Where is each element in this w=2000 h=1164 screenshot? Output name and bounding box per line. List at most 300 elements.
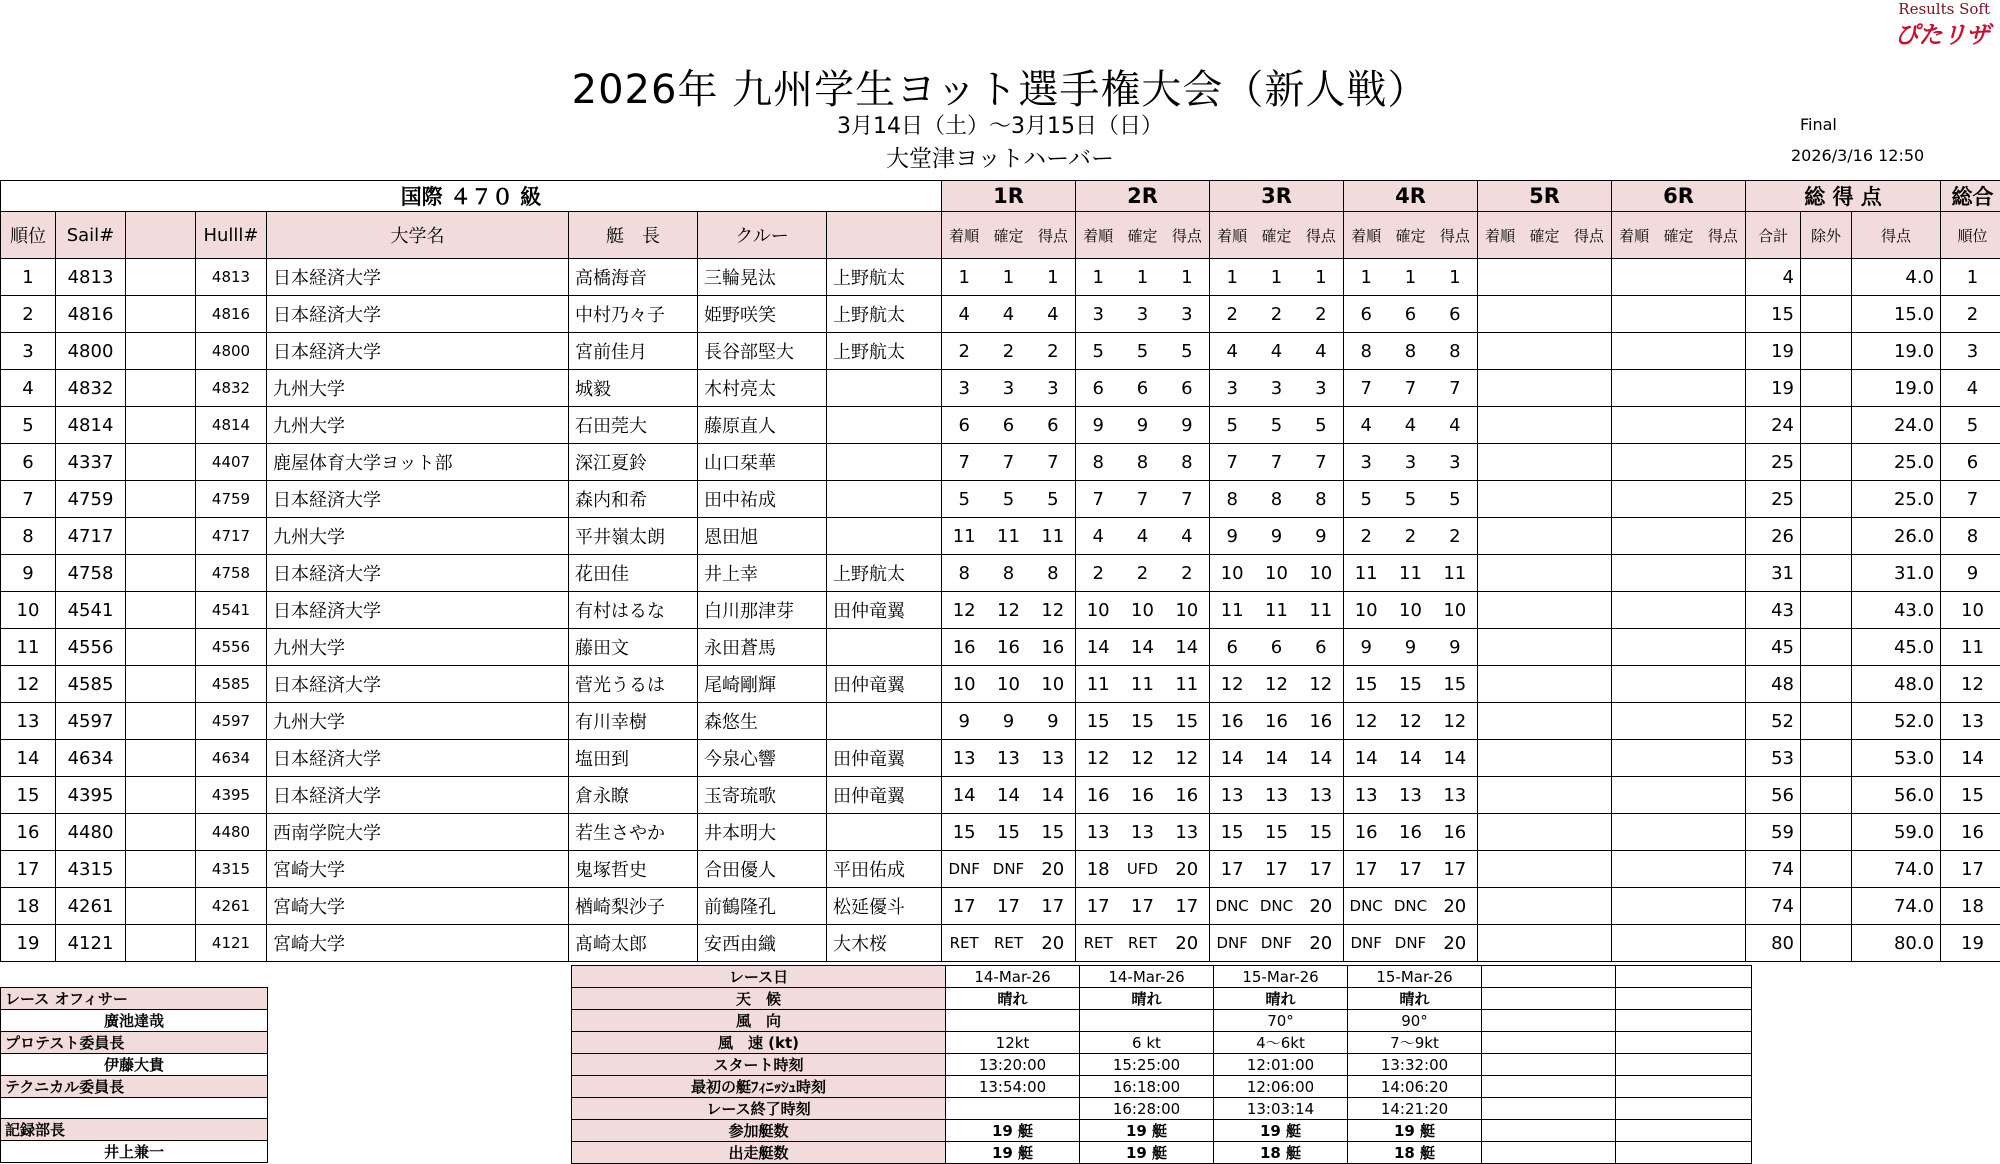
sum-cell: 26 [1746, 518, 1801, 555]
finish-value: DNF [1344, 934, 1388, 952]
confirmed-value: 4 [1120, 526, 1164, 547]
confirmed-value: DNC [1388, 897, 1432, 915]
conditions-value: 18 艇 [1214, 1142, 1348, 1164]
race-result-cell [1612, 333, 1746, 370]
race-result-cell [1344, 333, 1478, 370]
hull-cell: 4800 [196, 333, 267, 370]
confirmed-value: 2 [1120, 563, 1164, 584]
conditions-value: 15-Mar-26 [1348, 966, 1482, 988]
hull-cell: 4585 [196, 666, 267, 703]
excluded-cell [1801, 296, 1852, 333]
finish-value: 17 [1210, 859, 1254, 880]
crew2-cell: 田仲竜翼 [827, 777, 942, 814]
sum-cell: 59 [1746, 814, 1801, 851]
conditions-row [572, 1032, 1752, 1054]
col-skipper: 艇 長 [569, 212, 698, 259]
overall-rank-cell: 8 [1941, 518, 2000, 555]
official-role: 記録部長 [1, 1119, 268, 1141]
overall-rank-cell: 10 [1941, 592, 2000, 629]
excluded-cell [1801, 518, 1852, 555]
crew-cell: 玉寄琉歌 [698, 777, 827, 814]
points-value: 13 [1433, 785, 1477, 806]
table-row [1, 925, 2000, 962]
conditions-label: 参加艇数 [572, 1120, 946, 1142]
confirmed-value: 8 [1120, 452, 1164, 473]
conditions-value [1482, 1142, 1616, 1164]
sum-cell: 53 [1746, 740, 1801, 777]
confirmed-value: 7 [986, 452, 1030, 473]
confirmed-value: 1 [1120, 267, 1164, 288]
race-result-cell [1344, 407, 1478, 444]
univ-cell: 九州大学 [267, 629, 569, 666]
finish-value: 12 [1076, 748, 1120, 769]
points-value: 4 [1031, 304, 1075, 325]
points-value: 16 [1031, 637, 1075, 658]
points-value: 8 [1299, 489, 1343, 510]
points-value: 4 [1299, 341, 1343, 362]
finish-value: DNC [1210, 897, 1254, 915]
confirmed-value: 13 [986, 748, 1030, 769]
excluded-cell [1801, 481, 1852, 518]
hull-cell: 4395 [196, 777, 267, 814]
skipper-cell: 石田莞大 [569, 407, 698, 444]
univ-cell: 宮崎大学 [267, 851, 569, 888]
finish-value: 9 [1076, 415, 1120, 436]
confirmed-value: 3 [1388, 452, 1432, 473]
overall-rank-cell: 15 [1941, 777, 2000, 814]
table-row [1, 703, 2000, 740]
conditions-value [1482, 966, 1616, 988]
conditions-value: 19 艇 [946, 1142, 1080, 1164]
race-result-cell [942, 629, 1076, 666]
points-value: 1 [1165, 267, 1209, 288]
confirmed-value: 12 [1254, 674, 1298, 695]
points-value: 1 [1031, 267, 1075, 288]
conditions-value: 13:03:14 [1214, 1098, 1348, 1120]
points-value: 10 [1165, 600, 1209, 621]
race-header: 1R [942, 181, 1076, 212]
race-result-cell [1478, 703, 1612, 740]
confirmed-value: 8 [1388, 341, 1432, 362]
points-value: 10 [1031, 674, 1075, 695]
race-result-cell [1076, 296, 1210, 333]
table-row [1, 555, 2000, 592]
race-result-cell [942, 518, 1076, 555]
col-univ: 大学名 [267, 212, 569, 259]
blank-cell [126, 629, 196, 666]
confirmed-value: 6 [1388, 304, 1432, 325]
race-result-cell [1076, 407, 1210, 444]
sail-cell: 4395 [56, 777, 126, 814]
race-result-cell [1210, 444, 1344, 481]
finish-value: 8 [1210, 489, 1254, 510]
race-result-cell [1344, 518, 1478, 555]
confirmed-value: 8 [1254, 489, 1298, 510]
confirmed-value: 11 [1120, 674, 1164, 695]
table-row [1, 481, 2000, 518]
points-value: 11 [1299, 600, 1343, 621]
race-result-cell [1076, 814, 1210, 851]
crew2-cell: 上野航太 [827, 333, 942, 370]
conditions-row [572, 1120, 1752, 1142]
table-row [1, 259, 2000, 296]
race-result-cell [1210, 518, 1344, 555]
confirmed-value: RET [986, 934, 1030, 952]
total-header: 総 得 点 [1746, 181, 1941, 212]
conditions-label: レース終了時刻 [572, 1098, 946, 1120]
sail-cell: 4597 [56, 703, 126, 740]
conditions-value: 7～9kt [1348, 1032, 1482, 1054]
finish-value: 3 [942, 378, 986, 399]
confirmed-value: 16 [1388, 822, 1432, 843]
blank-cell [126, 296, 196, 333]
hull-cell: 4121 [196, 925, 267, 962]
finish-value: 5 [1076, 341, 1120, 362]
race-result-cell [942, 851, 1076, 888]
race-result-cell [1210, 851, 1344, 888]
conditions-value [1616, 1054, 1752, 1076]
race-header: 4R [1344, 181, 1478, 212]
col-blank [126, 212, 196, 259]
confirmed-value: 11 [1388, 563, 1432, 584]
finish-value: 15 [942, 822, 986, 843]
col-confirmed: 確定 [1120, 225, 1164, 246]
overall-rank-cell: 14 [1941, 740, 2000, 777]
blank-cell [126, 444, 196, 481]
conditions-value: 6 kt [1080, 1032, 1214, 1054]
conditions-value: 12kt [946, 1032, 1080, 1054]
conditions-value [1616, 988, 1752, 1010]
conditions-value [1616, 1098, 1752, 1120]
official-name [1, 1098, 268, 1119]
crew2-cell [827, 407, 942, 444]
confirmed-value: 1 [986, 267, 1030, 288]
confirmed-value: 16 [1120, 785, 1164, 806]
race-result-cell [1612, 296, 1746, 333]
race-result-cell [1478, 814, 1612, 851]
score-cell: 25.0 [1852, 481, 1941, 518]
race-result-cell [1344, 555, 1478, 592]
finish-value: 7 [1344, 378, 1388, 399]
col-points: 得点 [1031, 225, 1075, 246]
race-result-cell [942, 407, 1076, 444]
conditions-row [572, 1076, 1752, 1098]
event-venue: 大堂津ヨットハーバー [0, 140, 2000, 173]
hull-cell: 4261 [196, 888, 267, 925]
finish-value: 9 [942, 711, 986, 732]
confirmed-value: 17 [986, 896, 1030, 917]
points-value: 14 [1299, 748, 1343, 769]
score-cell: 25.0 [1852, 444, 1941, 481]
crew-cell: 森悠生 [698, 703, 827, 740]
brand-logo [1894, 0, 1990, 50]
confirmed-value: 3 [1254, 378, 1298, 399]
finish-value: 14 [1076, 637, 1120, 658]
score-cell: 53.0 [1852, 740, 1941, 777]
finish-value: DNF [942, 860, 986, 878]
conditions-value [1616, 1076, 1752, 1098]
confirmed-value: DNF [1254, 934, 1298, 952]
score-cell: 45.0 [1852, 629, 1941, 666]
race-result-cell [942, 370, 1076, 407]
race-result-cell [1478, 407, 1612, 444]
race-result-cell [1344, 703, 1478, 740]
crew2-cell [827, 629, 942, 666]
rank-cell: 3 [1, 333, 56, 370]
skipper-cell: 森内和希 [569, 481, 698, 518]
confirmed-value: 7 [1254, 452, 1298, 473]
overall-rank-cell: 13 [1941, 703, 2000, 740]
finish-value: 10 [1210, 563, 1254, 584]
race-result-cell [1076, 777, 1210, 814]
race-result-cell [1076, 333, 1210, 370]
page-title: 2026年 九州学生ヨット選手権大会（新人戦） [0, 58, 2000, 115]
confirmed-value: 16 [986, 637, 1030, 658]
score-cell: 56.0 [1852, 777, 1941, 814]
sum-cell: 80 [1746, 925, 1801, 962]
points-value: 14 [1031, 785, 1075, 806]
univ-cell: 九州大学 [267, 703, 569, 740]
finish-value: 5 [942, 489, 986, 510]
finish-value: 15 [1076, 711, 1120, 732]
header-row-2 [1, 212, 2000, 259]
crew-cell: 白川那津芽 [698, 592, 827, 629]
race-result-cell [1478, 740, 1612, 777]
table-row [1, 333, 2000, 370]
finish-value: 10 [1344, 600, 1388, 621]
confirmed-value: 13 [1254, 785, 1298, 806]
points-value: 16 [1165, 785, 1209, 806]
race-subheader [1210, 212, 1344, 259]
excluded-cell [1801, 740, 1852, 777]
sum-cell: 74 [1746, 888, 1801, 925]
sum-cell: 43 [1746, 592, 1801, 629]
points-value: 6 [1031, 415, 1075, 436]
rank-cell: 18 [1, 888, 56, 925]
crew-cell: 井本明大 [698, 814, 827, 851]
crew-cell: 井上幸 [698, 555, 827, 592]
sail-cell: 4480 [56, 814, 126, 851]
blank-cell [126, 666, 196, 703]
confirmed-value: 4 [1254, 341, 1298, 362]
finish-value: 13 [1344, 785, 1388, 806]
race-result-cell [1210, 481, 1344, 518]
confirmed-value: DNF [986, 860, 1030, 878]
score-cell: 74.0 [1852, 851, 1941, 888]
race-result-cell [1478, 592, 1612, 629]
conditions-value: 19 艇 [946, 1120, 1080, 1142]
finish-value: 16 [942, 637, 986, 658]
col-score: 得点 [1852, 212, 1941, 259]
race-conditions-body [572, 966, 1752, 1164]
crew2-cell [827, 444, 942, 481]
points-value: 4 [1165, 526, 1209, 547]
sail-cell: 4717 [56, 518, 126, 555]
confirmed-value: 14 [1388, 748, 1432, 769]
blank-cell [126, 259, 196, 296]
race-result-cell [1076, 370, 1210, 407]
finish-value: 16 [1344, 822, 1388, 843]
hull-cell: 4758 [196, 555, 267, 592]
points-value: 12 [1165, 748, 1209, 769]
race-result-cell [942, 481, 1076, 518]
confirmed-value: 17 [1254, 859, 1298, 880]
conditions-value: 70° [1214, 1010, 1348, 1032]
sail-cell: 4121 [56, 925, 126, 962]
overall-rank-cell: 5 [1941, 407, 2000, 444]
skipper-cell: 宮前佳月 [569, 333, 698, 370]
race-result-cell [1076, 481, 1210, 518]
crew-cell: 尾崎剛輝 [698, 666, 827, 703]
conditions-value: 14-Mar-26 [946, 966, 1080, 988]
crew2-cell: 上野航太 [827, 296, 942, 333]
crew2-cell: 上野航太 [827, 555, 942, 592]
table-row [1, 666, 2000, 703]
confirmed-value: 5 [1120, 341, 1164, 362]
points-value: 2 [1031, 341, 1075, 362]
race-result-cell [1076, 518, 1210, 555]
blank-cell [126, 555, 196, 592]
points-value: 6 [1299, 637, 1343, 658]
finish-value: 16 [1076, 785, 1120, 806]
points-value: 6 [1165, 378, 1209, 399]
finish-value: 16 [1210, 711, 1254, 732]
race-result-cell [942, 888, 1076, 925]
univ-cell: 九州大学 [267, 370, 569, 407]
points-value: 17 [1299, 859, 1343, 880]
univ-cell: 西南学院大学 [267, 814, 569, 851]
confirmed-value: RET [1120, 934, 1164, 952]
overall-header: 総合 [1941, 181, 2000, 212]
conditions-value: 12:06:00 [1214, 1076, 1348, 1098]
race-result-cell [1478, 777, 1612, 814]
crew-cell: 恩田旭 [698, 518, 827, 555]
conditions-value [1616, 1010, 1752, 1032]
conditions-value: 晴れ [1080, 988, 1214, 1010]
excluded-cell [1801, 629, 1852, 666]
race-result-cell [1612, 740, 1746, 777]
excluded-cell [1801, 370, 1852, 407]
excluded-cell [1801, 555, 1852, 592]
conditions-value: 16:28:00 [1080, 1098, 1214, 1120]
confirmed-value: 7 [1388, 378, 1432, 399]
points-value: 14 [1433, 748, 1477, 769]
official-name: 井上兼一 [1, 1141, 268, 1163]
finish-value: 14 [1210, 748, 1254, 769]
excluded-cell [1801, 407, 1852, 444]
hull-cell: 4597 [196, 703, 267, 740]
rank-cell: 19 [1, 925, 56, 962]
score-cell: 19.0 [1852, 370, 1941, 407]
overall-rank-cell: 7 [1941, 481, 2000, 518]
col-finish: 着順 [942, 225, 986, 246]
confirmed-value: 1 [1388, 267, 1432, 288]
points-value: 5 [1165, 341, 1209, 362]
points-value: 12 [1299, 674, 1343, 695]
conditions-label: 風 向 [572, 1010, 946, 1032]
finish-value: 2 [1210, 304, 1254, 325]
finish-value: 7 [942, 452, 986, 473]
crew2-cell [827, 481, 942, 518]
score-cell: 59.0 [1852, 814, 1941, 851]
race-result-cell [942, 296, 1076, 333]
confirmed-value: 13 [1388, 785, 1432, 806]
excluded-cell [1801, 888, 1852, 925]
brand-line2: ぴたリザ [1894, 15, 1990, 50]
points-value: 20 [1031, 933, 1075, 954]
finish-value: 6 [1210, 637, 1254, 658]
race-result-cell [942, 740, 1076, 777]
crew2-cell: 松延優斗 [827, 888, 942, 925]
finish-value: 17 [942, 896, 986, 917]
race-result-cell [1612, 925, 1746, 962]
finish-value: 3 [1210, 378, 1254, 399]
finish-value: 2 [1344, 526, 1388, 547]
race-result-cell [1344, 259, 1478, 296]
results-body [1, 259, 2000, 962]
race-result-cell [1478, 296, 1612, 333]
confirmed-value: 7 [1120, 489, 1164, 510]
score-cell: 43.0 [1852, 592, 1941, 629]
race-result-cell [1210, 777, 1344, 814]
col-finish: 着順 [1210, 225, 1254, 246]
race-result-cell [942, 592, 1076, 629]
rank-cell: 5 [1, 407, 56, 444]
official-name: 廣池達哉 [1, 1010, 268, 1032]
finish-value: 7 [1076, 489, 1120, 510]
skipper-cell: 平井嶺太朗 [569, 518, 698, 555]
crew-cell: 合田優人 [698, 851, 827, 888]
col-rank: 順位 [1, 212, 56, 259]
excluded-cell [1801, 851, 1852, 888]
crew-cell: 安西由織 [698, 925, 827, 962]
points-value: 7 [1031, 452, 1075, 473]
excluded-cell [1801, 444, 1852, 481]
confirmed-value: 9 [1120, 415, 1164, 436]
updated-timestamp: 2026/3/16 12:50 [1791, 146, 1924, 165]
finish-value: 3 [1344, 452, 1388, 473]
score-cell: 24.0 [1852, 407, 1941, 444]
points-value: 15 [1299, 822, 1343, 843]
univ-cell: 宮崎大学 [267, 888, 569, 925]
univ-cell: 日本経済大学 [267, 259, 569, 296]
univ-cell: 日本経済大学 [267, 555, 569, 592]
overall-rank-cell: 17 [1941, 851, 2000, 888]
points-value: 12 [1433, 711, 1477, 732]
rank-cell: 4 [1, 370, 56, 407]
univ-cell: 九州大学 [267, 407, 569, 444]
blank-cell [126, 740, 196, 777]
univ-cell: 宮崎大学 [267, 925, 569, 962]
table-row [1, 518, 2000, 555]
race-result-cell [942, 666, 1076, 703]
rank-cell: 13 [1, 703, 56, 740]
race-result-cell [1344, 851, 1478, 888]
score-cell: 52.0 [1852, 703, 1941, 740]
points-value: 20 [1165, 933, 1209, 954]
race-result-cell [1478, 925, 1612, 962]
skipper-cell: 有川幸樹 [569, 703, 698, 740]
race-result-cell [1612, 555, 1746, 592]
crew2-cell [827, 814, 942, 851]
finish-value: 12 [1344, 711, 1388, 732]
blank-cell [126, 592, 196, 629]
confirmed-value: 6 [986, 415, 1030, 436]
points-value: 3 [1165, 304, 1209, 325]
skipper-cell: 髙崎太郎 [569, 925, 698, 962]
race-result-cell [1344, 481, 1478, 518]
points-value: 9 [1299, 526, 1343, 547]
